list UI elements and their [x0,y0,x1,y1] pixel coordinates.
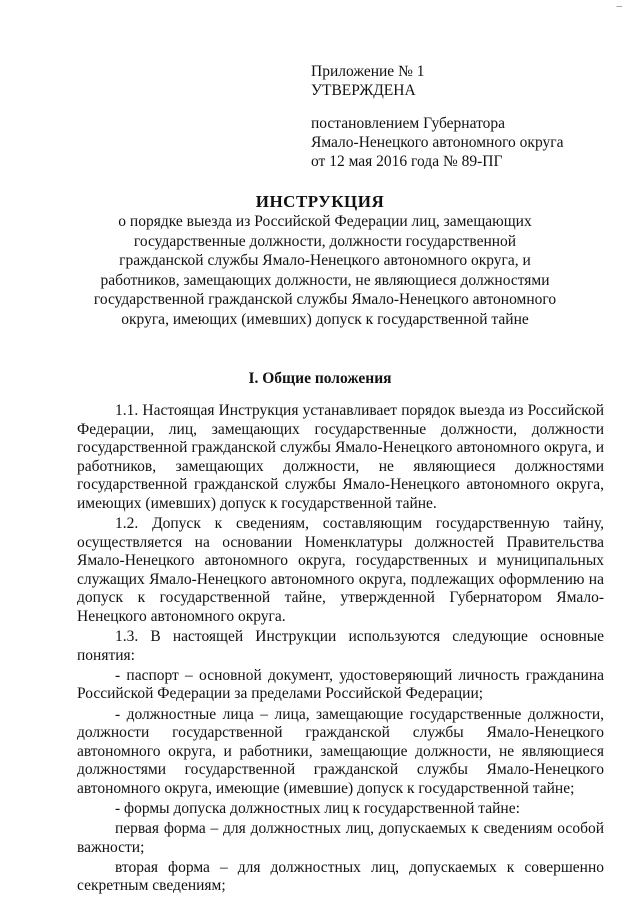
paragraph-1-2: 1.2. Допуск к сведениям, составляющим государственную тайну, осуществляется на основании Номенклатуры должностей Правительства Ямало-Ненецкого автономного округа, государственных и муниципальных служащих Ямало-Ненецкого автономного округа, подлежащих оформлению на допуск к государственной тайне, утвержденной Губернатором Ямало-Ненецкого автономного округа. [77,515,604,626]
paragraph-1-3: 1.3. В настоящей Инструкции используются следующие основные понятия: [77,628,604,664]
paragraph-1-1: 1.1. Настоящая Инструкция устанавливает порядок выезда из Российской Федерации, лиц, замещающих государственные должности, должности государственной гражданской службы Ямало-Ненецкого автономного округа, и работников, замещающих должности, не являющиеся должностями государственной гражданской службы Ямало-Ненецкого автономного округа, имеющих (имевших) допуск к государственной тайне. [77,402,604,512]
document-body [77,402,604,897]
document-subtitle: о порядке выезда из Российской Федерации лиц, замещающих государственные должности, должности государственной гражданской службы Ямало-Ненецкого автономного округа, и работников, замещающих должности, не являющиеся должностями государственной гражданской службы Ямало-Ненецкого автономного округа, имеющих (имевших) допуск к государственной тайне [93,213,557,328]
approved-label: УТВЕРЖДЕНА [311,82,416,99]
term-access-forms: - формы допуска должностных лиц к государственной тайне: [115,799,520,817]
access-form-first: первая форма – для должностных лиц, допускаемых к сведениям особой важности; [77,820,604,856]
approved-region-line: Ямало-Ненецкого автономного округа [311,134,564,151]
term-officials: - должностные лица – лица, замещающие государственные должности, должности государственной гражданской службы Ямало-Ненецкого автономного округа, и работники, замещающие должности, не являющиеся должностями государственной гражданской службы Ямало-Ненецкого автономного округа, имеющие (имевшие) допуск к государственной тайне; [77,705,604,797]
term-passport: - паспорт – основной документ, удостоверяющий личность гражданина Российской Федерации за пределами Российской Федерации; [77,666,604,703]
approved-date-line: от 12 мая 2016 года № 89-ПГ [311,153,503,170]
appendix-number: Приложение № 1 [311,63,425,80]
corner-mark: – [616,0,622,12]
document-title: ИНСТРУКЦИЯ [255,192,385,211]
approved-by-line: постановлением Губернатора [311,115,506,132]
section-title: I. Общие положения [248,370,392,387]
access-form-second: вторая форма – для должностных лиц, допускаемых к совершенно секретным сведениям; [77,858,604,895]
approval-block [311,62,611,171]
